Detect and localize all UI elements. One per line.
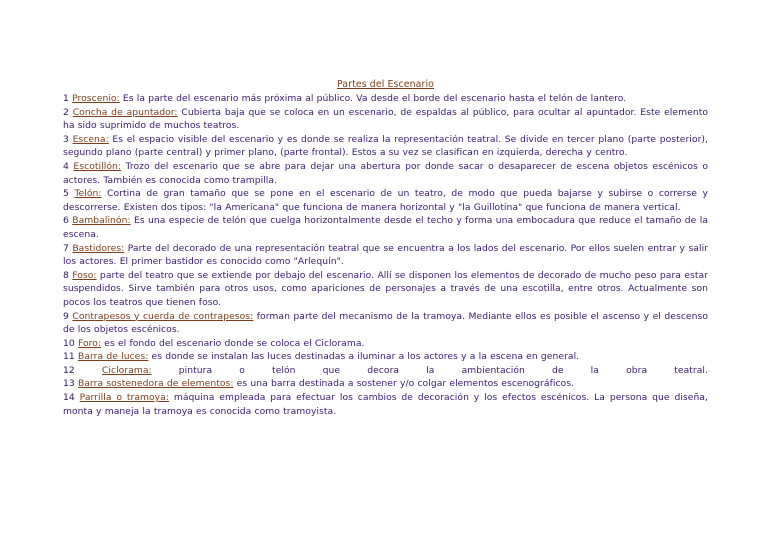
entry-term: Telón: — [74, 188, 102, 200]
list-item — [63, 310, 708, 337]
entry-number: 8 — [63, 269, 69, 281]
entry-number: 4 — [63, 160, 69, 172]
entry-description: pintura o telón que decora la ambientación de la obra teatral. — [151, 364, 708, 376]
entry-number: 7 — [63, 242, 69, 254]
entry-list — [63, 92, 708, 418]
entry-term: Contrapesos y cuerda de contrapesos: — [72, 310, 254, 322]
entry-term: Escena: — [72, 133, 109, 145]
entry-description: es donde se instalan las luces destinadas a iluminar a los actores y a la escena en general. — [148, 351, 580, 363]
entry-term: Barra de luces: — [77, 351, 149, 363]
entry-description: es el fondo del escenario donde se coloca el Ciclorama. — [101, 337, 365, 349]
entry-description: Es la parte del escenario más próxima al público. Va desde el borde del escenario hasta el telón de lantero. — [119, 93, 627, 104]
entry-number: 9 — [63, 310, 69, 322]
document-title: Partes del Escenario — [336, 79, 435, 90]
entry-description: parte del teatro que se extiende por debajo del escenario. Allí se disponen los elementos de decorado de mucho peso para estar suspendidos. Sirve también para otros usos, como apariciones de personajes a través de una escotilla, entre otros. Actualmente son pocos los teatros que tienen foso. — [63, 269, 709, 308]
entry-description: Cubierta baja que se coloca en un escenario, de espaldas al público, para ocultar al apuntador. Este elemento ha sido suprimido de muchos teatros. — [63, 106, 709, 132]
list-item — [63, 160, 708, 187]
entry-number: 6 — [63, 215, 69, 227]
entry-description: Es el espacio visible del escenario y es donde se realiza la representación teatral. Se divide en tercer plano (parte posterior), segundo plano (parte central) y primer plano, (parte frontal). Estos a su vez se clasifican en izquierda, derecha y centro. — [63, 133, 708, 159]
entry-description: Parte del decorado de una representación teatral que se encuentra a los lados del escenario. Por ellos suelen entrar y salir los actores. El primer bastidor es conocido como "Arlequín". — [63, 242, 708, 268]
entry-description: forman parte del mecanismo de la tramoya. Mediante ellos es posible el ascenso y el descenso de los objetos escénicos. — [63, 310, 708, 336]
entry-term: Bastidores: — [72, 242, 125, 254]
entry-description: es una barra destinada a sostener y/o colgar elementos escenográficos. — [233, 378, 575, 390]
entry-number: 1 — [63, 93, 69, 104]
entry-description: Es una especie de telón que cuelga horizontalmente desde el techo y forma una embocadura que reduce el tamaño de la escena. — [63, 215, 708, 240]
entry-term: Barra sostenedora de elementos: — [77, 378, 234, 390]
entry-number: 3 — [63, 133, 69, 145]
entry-term: Foro: — [77, 337, 102, 349]
entry-term: Escotillón: — [73, 160, 122, 172]
entry-number: 2 — [63, 106, 69, 118]
list-item — [63, 187, 708, 214]
entry-term: Ciclorama: — [101, 364, 152, 376]
list-item — [63, 106, 708, 133]
list-item — [63, 242, 708, 269]
entry-description: máquina empleada para efectuar los cambios de decoración y los efectos escénicos. La persona que diseña, monta y maneja la tramoya es conocida como tramoyista. — [63, 392, 708, 417]
entry-number: 11 — [63, 351, 75, 363]
list-item — [63, 269, 708, 310]
list-item — [63, 364, 708, 378]
list-item — [63, 337, 708, 351]
list-item — [63, 350, 708, 364]
entry-description: Cortina de gran tamaño que se pone en el escenario de un teatro, de modo que pueda bajarse y subirse o correrse y descorrerse. Existen dos tipos: "la Americana" que funciona de manera horizontal y "la Guillotina" que funciona de manera vertical. — [63, 188, 708, 213]
list-item — [63, 133, 708, 160]
entry-term: Bambalinón: — [72, 215, 131, 227]
list-item — [63, 92, 708, 106]
list-item — [63, 377, 708, 391]
entry-term: Concha de apuntador: — [72, 106, 178, 118]
entry-term: Parrilla o tramoya: — [79, 392, 169, 404]
entry-term: Proscenio: — [72, 93, 120, 104]
list-item — [63, 214, 708, 241]
entry-description: Trozo del escenario que se abre para dejar una abertura por donde sacar o desaparecer de escena objetos escénicos o actores. También es conocida como trampilla. — [63, 160, 709, 186]
entry-number: 14 — [63, 392, 75, 404]
entry-number: 12 — [63, 364, 75, 376]
entry-number: 5 — [63, 188, 69, 200]
list-item — [63, 391, 708, 418]
entry-number: 13 — [63, 378, 75, 390]
entry-term: Foso: — [72, 269, 97, 281]
entry-number: 10 — [63, 337, 75, 349]
